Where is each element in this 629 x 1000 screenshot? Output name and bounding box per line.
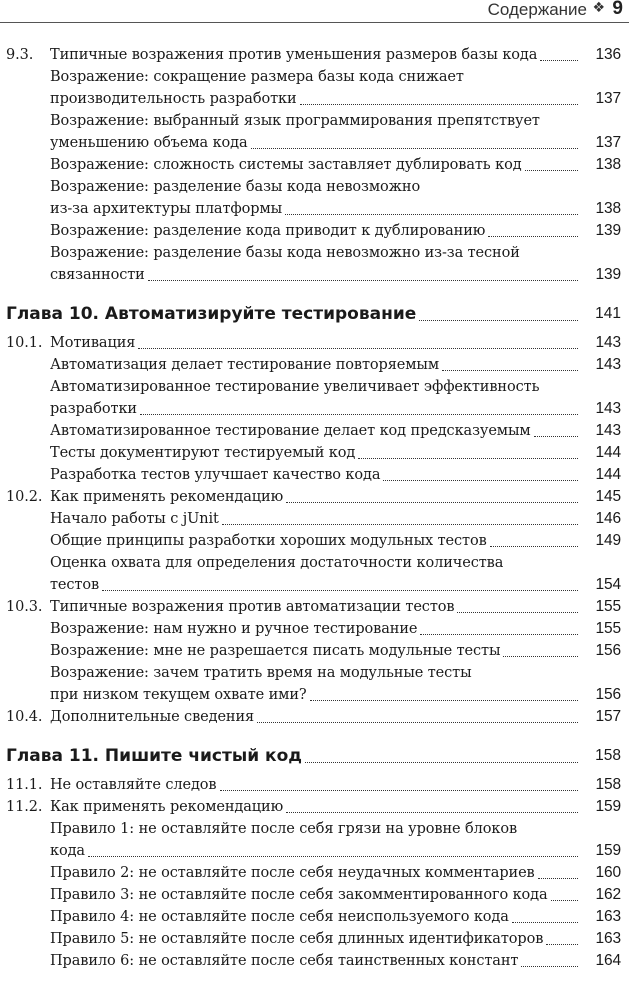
toc-entry[interactable]: [0, 928, 629, 950]
section-number: 11.1.: [6, 777, 43, 793]
entry-text: Правило 4: не оставляйте после себя неиспользуемого кода: [50, 909, 509, 925]
dot-leader: [257, 722, 578, 723]
entry-text: кода: [50, 843, 85, 859]
page-ref: 137: [595, 90, 621, 107]
entry-text: Автоматизация делает тестирование повторяемым: [50, 357, 440, 373]
toc-entry[interactable]: [0, 640, 629, 662]
entry-text: Как применять рекомендацию: [50, 489, 284, 505]
entry-text: Возражение: зачем тратить время на модульные тесты: [50, 665, 472, 681]
chapter-title: Глава 11. Пишите чистый код: [6, 746, 303, 766]
entry-text: Мотивация: [50, 335, 136, 351]
entry-text: Возражение: разделение кода приводит к дублированию: [50, 223, 486, 239]
entry-text: разработки: [50, 401, 137, 417]
dot-leader: [546, 944, 578, 945]
entry-text: при низком текущем охвате ими?: [50, 687, 307, 703]
dot-leader: [251, 148, 578, 149]
page-ref: 145: [595, 488, 621, 505]
page-ref: 156: [595, 686, 621, 703]
toc-entry[interactable]: [0, 950, 629, 972]
toc-entry[interactable]: [0, 906, 629, 928]
page-ref: 144: [595, 466, 621, 483]
dot-leader: [138, 348, 578, 349]
dot-leader: [88, 856, 578, 857]
dot-leader: [286, 812, 578, 813]
dot-leader: [512, 922, 578, 923]
dot-leader: [525, 170, 578, 171]
dot-leader: [102, 590, 578, 591]
page-ref: 149: [595, 532, 621, 549]
entry-text: Тесты документируют тестируемый код: [50, 445, 356, 461]
entry-text: Правило 5: не оставляйте после себя длинных идентификаторов: [50, 931, 544, 947]
dot-leader: [285, 214, 578, 215]
entry-text: Возражение: сложность системы заставляет дублировать код: [50, 157, 522, 173]
page-ref: 154: [595, 576, 621, 593]
entry-text: Правило 6: не оставляйте после себя таинственных констант: [50, 953, 519, 969]
dot-leader: [521, 966, 578, 967]
entry-text: Правило 3: не оставляйте после себя закомментированного кода: [50, 887, 548, 903]
page-ref: 155: [595, 620, 621, 637]
toc-entry[interactable]: [0, 442, 629, 464]
entry-text: Правило 1: не оставляйте после себя грязи на уровне блоков: [50, 821, 518, 837]
entry-text: уменьшению объема кода: [50, 135, 248, 151]
entry-text: Оценка охвата для определения достаточности количества: [50, 555, 504, 571]
entry-text: Типичные возражения против уменьшения размеров базы кода: [50, 47, 538, 63]
entry-text: производительность разработки: [50, 91, 297, 107]
toc-entry[interactable]: [0, 110, 629, 154]
running-header: [0, 0, 629, 23]
dot-leader: [538, 878, 578, 879]
toc-entry[interactable]: [0, 618, 629, 640]
chapter-heading[interactable]: [0, 744, 629, 768]
dot-leader: [305, 762, 578, 763]
page-ref: 144: [595, 444, 621, 461]
page-ref: 162: [595, 886, 621, 903]
table-of-contents: [0, 44, 629, 972]
toc-entry[interactable]: [0, 596, 629, 618]
dot-leader: [383, 480, 578, 481]
dot-leader: [300, 104, 578, 105]
toc-entry[interactable]: [0, 66, 629, 110]
page-ref: 146: [595, 510, 621, 527]
section-number: 9.3.: [6, 47, 34, 63]
entry-text: Не оставляйте следов: [50, 777, 217, 793]
dot-leader: [286, 502, 578, 503]
page-ref: 155: [595, 598, 621, 615]
entry-text: Возражение: выбранный язык программирования препятствует: [50, 113, 540, 129]
page-ref: 164: [595, 952, 621, 969]
dot-leader: [148, 280, 578, 281]
page-ref: 163: [595, 930, 621, 947]
page-ref: 143: [595, 422, 621, 439]
toc-entry[interactable]: [0, 818, 629, 862]
entry-text: Возражение: мне не разрешается писать модульные тесты: [50, 643, 501, 659]
dot-leader: [310, 700, 578, 701]
toc-entry[interactable]: [0, 376, 629, 420]
toc-entry[interactable]: [0, 508, 629, 530]
entry-text: Как применять рекомендацию: [50, 799, 284, 815]
page-ref: 163: [595, 908, 621, 925]
section-number: 10.4.: [6, 709, 43, 725]
dot-leader: [220, 790, 579, 791]
dot-leader: [457, 612, 578, 613]
toc-entry[interactable]: [0, 154, 629, 176]
entry-text: Возражение: сокращение размера базы кода снижает: [50, 69, 464, 85]
entry-text: Дополнительные сведения: [50, 709, 255, 725]
dot-leader: [488, 236, 578, 237]
entry-text: Возражение: разделение базы кода невозможно: [50, 179, 421, 195]
page-ref: 138: [595, 200, 621, 217]
dot-leader: [140, 414, 578, 415]
entry-text: Разработка тестов улучшает качество кода: [50, 467, 381, 483]
ornament-icon: ❖: [592, 0, 605, 16]
dot-leader: [534, 436, 578, 437]
entry-text: связанности: [50, 267, 145, 283]
entry-text: Возражение: разделение базы кода невозможно из-за тесной: [50, 245, 520, 261]
toc-entry[interactable]: [0, 486, 629, 508]
entry-text: Правило 2: не оставляйте после себя неудачных комментариев: [50, 865, 535, 881]
toc-entry[interactable]: [0, 662, 629, 706]
toc-entry[interactable]: [0, 464, 629, 486]
page-number: 9: [612, 0, 623, 19]
toc-entry[interactable]: [0, 242, 629, 286]
dot-leader: [503, 656, 578, 657]
dot-leader: [420, 634, 578, 635]
section-number: 10.3.: [6, 599, 43, 615]
dot-leader: [490, 546, 578, 547]
entry-text: Начало работы с jUnit: [50, 511, 219, 527]
entry-text: Общие принципы разработки хороших модульных тестов: [50, 533, 487, 549]
toc-entry[interactable]: [0, 884, 629, 906]
page-ref: 139: [595, 222, 621, 239]
section-number: 10.1.: [6, 335, 43, 351]
toc-entry[interactable]: [0, 796, 629, 818]
page-ref: 159: [595, 798, 621, 815]
page-ref: 139: [595, 266, 621, 283]
section-number: 10.2.: [6, 489, 43, 505]
chapter-heading[interactable]: [0, 302, 629, 326]
entry-text: Возражение: нам нужно и ручное тестирование: [50, 621, 418, 637]
entry-text: из-за архитектуры платформы: [50, 201, 283, 217]
toc-entry[interactable]: [0, 332, 629, 354]
chapter-title: Глава 10. Автоматизируйте тестирование: [6, 304, 417, 324]
page-ref: 138: [595, 156, 621, 173]
dot-leader: [442, 370, 578, 371]
page-ref: 157: [595, 708, 621, 725]
toc-entry[interactable]: [0, 530, 629, 552]
dot-leader: [419, 320, 578, 321]
dot-leader: [358, 458, 578, 459]
page-ref: 141: [595, 305, 621, 322]
page-ref: 158: [595, 747, 621, 764]
dot-leader: [551, 900, 578, 901]
page-ref: 143: [595, 356, 621, 373]
page-ref: 158: [595, 776, 621, 793]
toc-entry[interactable]: [0, 552, 629, 596]
dot-leader: [540, 60, 578, 61]
toc-entry[interactable]: [0, 420, 629, 442]
page-ref: 136: [595, 46, 621, 63]
page-ref: 137: [595, 134, 621, 151]
toc-entry[interactable]: [0, 176, 629, 220]
toc-entry[interactable]: [0, 220, 629, 242]
section-number: 11.2.: [6, 799, 43, 815]
toc-entry[interactable]: [0, 774, 629, 796]
toc-entry[interactable]: [0, 354, 629, 376]
header-title: Содержание: [487, 0, 587, 19]
page-ref: 143: [595, 400, 621, 417]
entry-text: Автоматизированное тестирование увеличивает эффективность: [50, 379, 540, 395]
dot-leader: [222, 524, 578, 525]
page-ref: 143: [595, 334, 621, 351]
page-ref: 156: [595, 642, 621, 659]
entry-text: тестов: [50, 577, 100, 593]
toc-entry[interactable]: [0, 706, 629, 728]
entry-text: Автоматизированное тестирование делает код предсказуемым: [50, 423, 531, 439]
page-ref: 159: [595, 842, 621, 859]
entry-text: Типичные возражения против автоматизации тестов: [50, 599, 455, 615]
toc-entry[interactable]: [0, 862, 629, 884]
page-ref: 160: [595, 864, 621, 881]
toc-entry[interactable]: [0, 44, 629, 66]
